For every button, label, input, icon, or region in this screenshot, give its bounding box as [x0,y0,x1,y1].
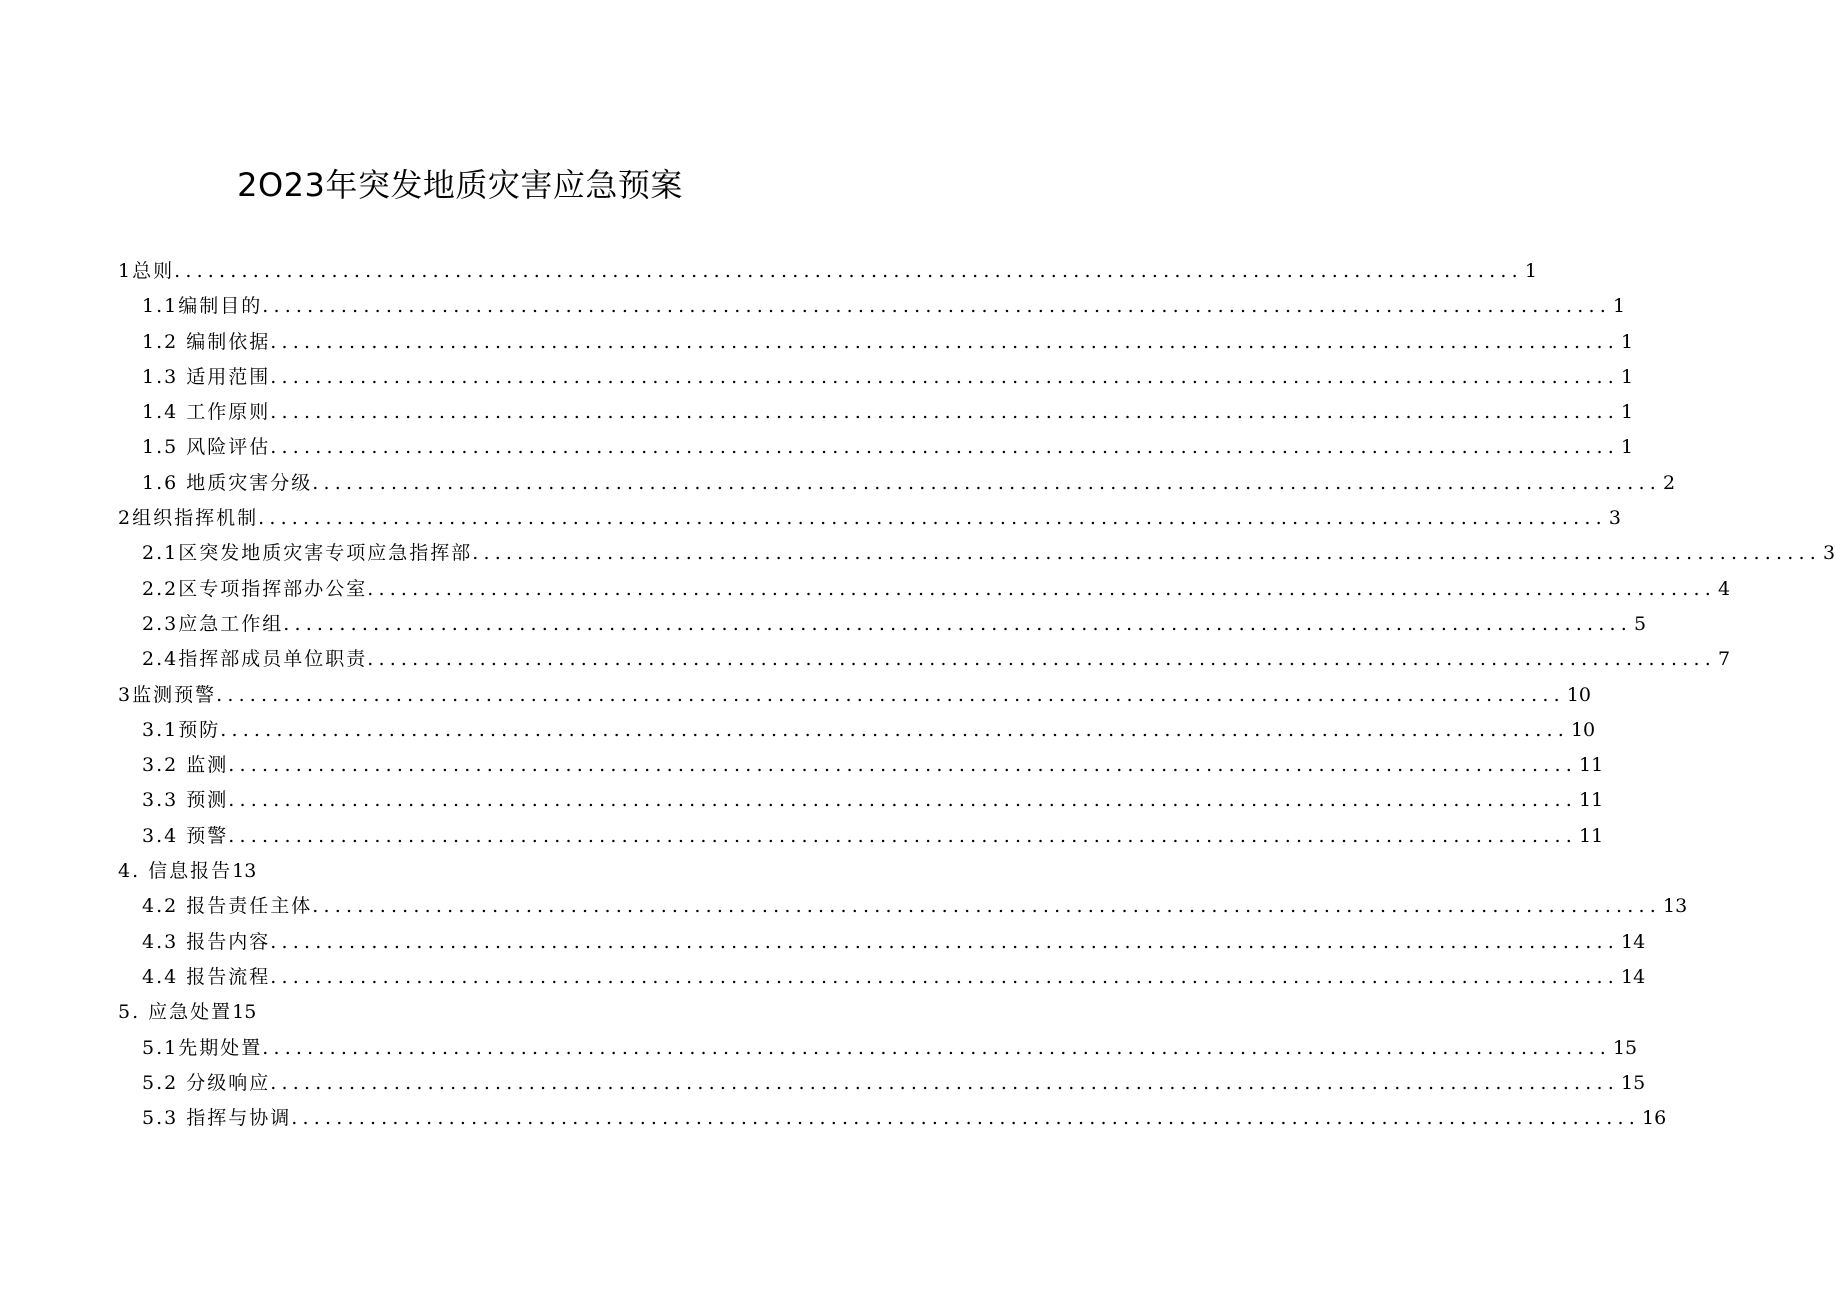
toc-entry[interactable] [118,748,1604,783]
toc-entry-label: 3.1预防 [142,718,221,741]
toc-dot-leader: ........................................................................................................................ [216,683,1565,706]
toc-dot-leader: ........................................................................................................................ [283,612,1632,635]
toc-entry-page-number: 1 [1621,436,1634,459]
toc-entry-page-number: 13 [1663,895,1688,918]
toc-entry-page-number: 15 [232,1001,257,1024]
toc-entry[interactable] [118,960,1646,995]
toc-dot-leader: ........................................................................................................................ [270,401,1620,424]
toc-entry-page-number: 2 [1663,471,1676,494]
toc-entry-page-number: 1 [1524,260,1537,282]
toc-entry-label: 3.2 监测 [142,754,229,777]
toc-entry[interactable] [118,395,1634,430]
toc-entry[interactable] [118,430,1634,465]
toc-entry-page-number: 3 [1608,507,1621,530]
toc-entry-label: 2.4指挥部成员单位职责 [142,648,368,671]
toc-entry[interactable] [118,925,1646,960]
toc-dot-leader: ........................................................................................................................ [228,789,1578,812]
toc-entry-label: 1.4 工作原则 [142,401,271,424]
toc-dot-leader: ........................................................................................................................ [228,824,1578,847]
toc-entry-label: 2.3应急工作组 [142,612,284,635]
toc-entry[interactable] [118,713,1596,748]
toc-dot-leader: ........................................................................................................................ [220,718,1569,741]
toc-entry-page-number: 3 [1822,542,1835,565]
toc-entry[interactable] [118,289,1626,324]
toc-entry-page-number: 11 [1579,789,1604,812]
toc-entry-label: 4. 信息报告 [118,860,233,883]
table-of-contents [118,254,1835,1136]
toc-entry-page-number: 15 [1612,1036,1638,1059]
toc-entry-label: 2.2区专项指挥部办公室 [142,577,368,600]
toc-dot-leader: ........................................................................................................................ [312,471,1662,494]
toc-dot-leader: ........................................................................................................................ [367,648,1716,671]
toc-entry-label: 1.2 编制依据 [142,330,271,353]
toc-entry-label: 5. 应急处置 [118,1001,233,1024]
toc-entry-page-number: 11 [1579,824,1604,847]
toc-dot-leader: ........................................................................................................................ [270,1071,1620,1094]
toc-entry-label: 3.3 预测 [142,789,229,812]
toc-entry[interactable] [118,607,1647,642]
toc-entry-label: 2.1区突发地质灾害专项应急指挥部 [142,542,473,565]
toc-entry-page-number: 10 [1570,718,1596,741]
toc-entry[interactable] [118,995,800,1030]
toc-entry-page-number: 14 [1621,965,1646,988]
toc-entry-label: 4.4 报告流程 [142,965,271,988]
toc-dot-leader: ........................................................................................................................ [174,260,1523,282]
toc-entry[interactable] [118,889,1688,924]
toc-entry[interactable] [118,254,1537,289]
toc-entry-label: 1.5 风险评估 [142,436,271,459]
toc-entry-label: 2组织指挥机制 [118,507,259,530]
toc-entry[interactable] [118,819,1604,854]
toc-entry[interactable] [118,572,1731,607]
toc-entry-page-number: 14 [1621,930,1646,953]
toc-dot-leader: ........................................................................................................................ [312,895,1662,918]
toc-entry[interactable] [118,1101,1667,1136]
toc-entry-label: 5.3 指挥与协调 [142,1107,292,1130]
toc-dot-leader: ........................................................................................................................ [270,930,1620,953]
toc-dot-leader: ........................................................................................................................ [262,1036,1611,1059]
toc-entry[interactable] [118,854,800,889]
toc-entry[interactable] [118,501,1621,536]
toc-entry[interactable] [118,466,1676,501]
toc-entry-label: 3.4 预警 [142,824,229,847]
toc-entry-label: 3监测预警 [118,683,217,706]
toc-entry-label: 4.2 报告责任主体 [142,895,313,918]
toc-entry-page-number: 4 [1717,577,1731,600]
toc-entry[interactable] [118,678,1592,713]
toc-entry-page-number: 1 [1621,401,1634,424]
toc-entry[interactable] [118,783,1604,818]
document-title: 2O23年突发地质灾害应急预案 [237,166,683,204]
toc-dot-leader: ........................................................................................................................ [258,507,1607,530]
toc-entry[interactable] [118,360,1634,395]
toc-dot-leader: ........................................................................................................................ [262,295,1611,318]
toc-entry-page-number: 1 [1621,365,1634,388]
toc-dot-leader: ........................................................................................................................ [270,965,1620,988]
toc-dot-leader: ........................................................................................................................ [270,330,1620,353]
toc-entry-page-number: 1 [1621,330,1634,353]
toc-dot-leader: ........................................................................................................................ [270,365,1620,388]
toc-entry-label: 1总则 [118,260,175,282]
toc-entry-page-number: 15 [1621,1071,1646,1094]
toc-entry[interactable] [118,1031,1638,1066]
toc-entry-page-number: 5 [1633,612,1647,635]
toc-entry[interactable] [118,1066,1646,1101]
toc-entry-label: 1.3 适用范围 [142,365,271,388]
toc-entry-page-number: 1 [1612,295,1626,318]
toc-entry-label: 5.2 分级响应 [142,1071,271,1094]
toc-entry-label: 4.3 报告内容 [142,930,271,953]
toc-entry-page-number: 7 [1717,648,1731,671]
toc-dot-leader: ........................................................................................................................ [270,436,1620,459]
toc-entry[interactable] [118,536,1835,571]
toc-entry-page-number: 11 [1579,754,1604,777]
toc-entry-label: 1.1编制目的 [142,295,263,318]
toc-entry-page-number: 13 [232,860,257,883]
toc-dot-leader: ........................................................................................................................ [228,754,1578,777]
toc-dot-leader: ........................................................................................................................ [367,577,1716,600]
toc-entry[interactable] [118,325,1634,360]
toc-entry-label: 5.1先期处置 [142,1036,263,1059]
toc-entry-page-number: 10 [1566,683,1592,706]
toc-entry-page-number: 16 [1642,1107,1667,1130]
toc-dot-leader: ........................................................................................................................ [291,1107,1641,1130]
toc-entry-label: 1.6 地质灾害分级 [142,471,313,494]
toc-dot-leader: ........................................................................................................................ [472,542,1821,565]
toc-entry[interactable] [118,642,1731,677]
